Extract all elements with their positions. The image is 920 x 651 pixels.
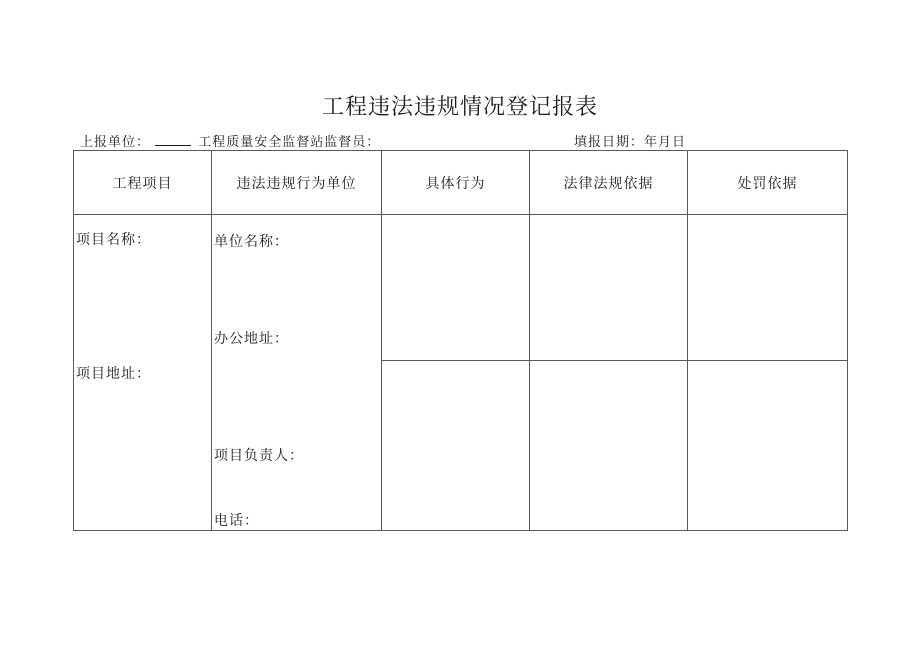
header-specific-behavior: 具体行为 bbox=[382, 151, 530, 215]
project-info-cell bbox=[74, 215, 212, 531]
table-row bbox=[74, 215, 848, 361]
header-legal-basis: 法律法规依据 bbox=[530, 151, 688, 215]
header-info-left bbox=[80, 131, 380, 150]
office-address-label: 办公地址： bbox=[214, 331, 289, 347]
violation-register-table bbox=[73, 150, 848, 531]
unit-name-label: 单位名称： bbox=[214, 234, 289, 250]
report-unit-blank bbox=[155, 133, 191, 146]
form-title: 工程违法违规情况登记报表 bbox=[321, 95, 598, 120]
penalty-basis-cell-2[interactable] bbox=[688, 361, 848, 531]
project-address-label: 项目地址： bbox=[76, 366, 151, 382]
unit-info-cell bbox=[212, 215, 382, 531]
project-name-label: 项目名称： bbox=[76, 232, 151, 248]
header-penalty-basis: 处罚依据 bbox=[688, 151, 848, 215]
header-project: 工程项目 bbox=[74, 151, 212, 215]
report-unit-label: 上报单位： bbox=[80, 135, 151, 150]
fill-date-label: 填报日期：年月日 bbox=[574, 135, 687, 150]
legal-basis-cell-2[interactable] bbox=[530, 361, 688, 531]
supervisor-label: 工程质量安全监督站监督员： bbox=[198, 135, 381, 150]
legal-basis-cell-1[interactable] bbox=[530, 215, 688, 361]
project-leader-label: 项目负责人： bbox=[214, 448, 304, 464]
table-header-row bbox=[74, 151, 848, 215]
specific-behavior-cell-2[interactable] bbox=[382, 361, 530, 531]
header-violating-unit: 违法违规行为单位 bbox=[212, 151, 382, 215]
specific-behavior-cell-1[interactable] bbox=[382, 215, 530, 361]
phone-label: 电话： bbox=[214, 513, 259, 529]
penalty-basis-cell-1[interactable] bbox=[688, 215, 848, 361]
